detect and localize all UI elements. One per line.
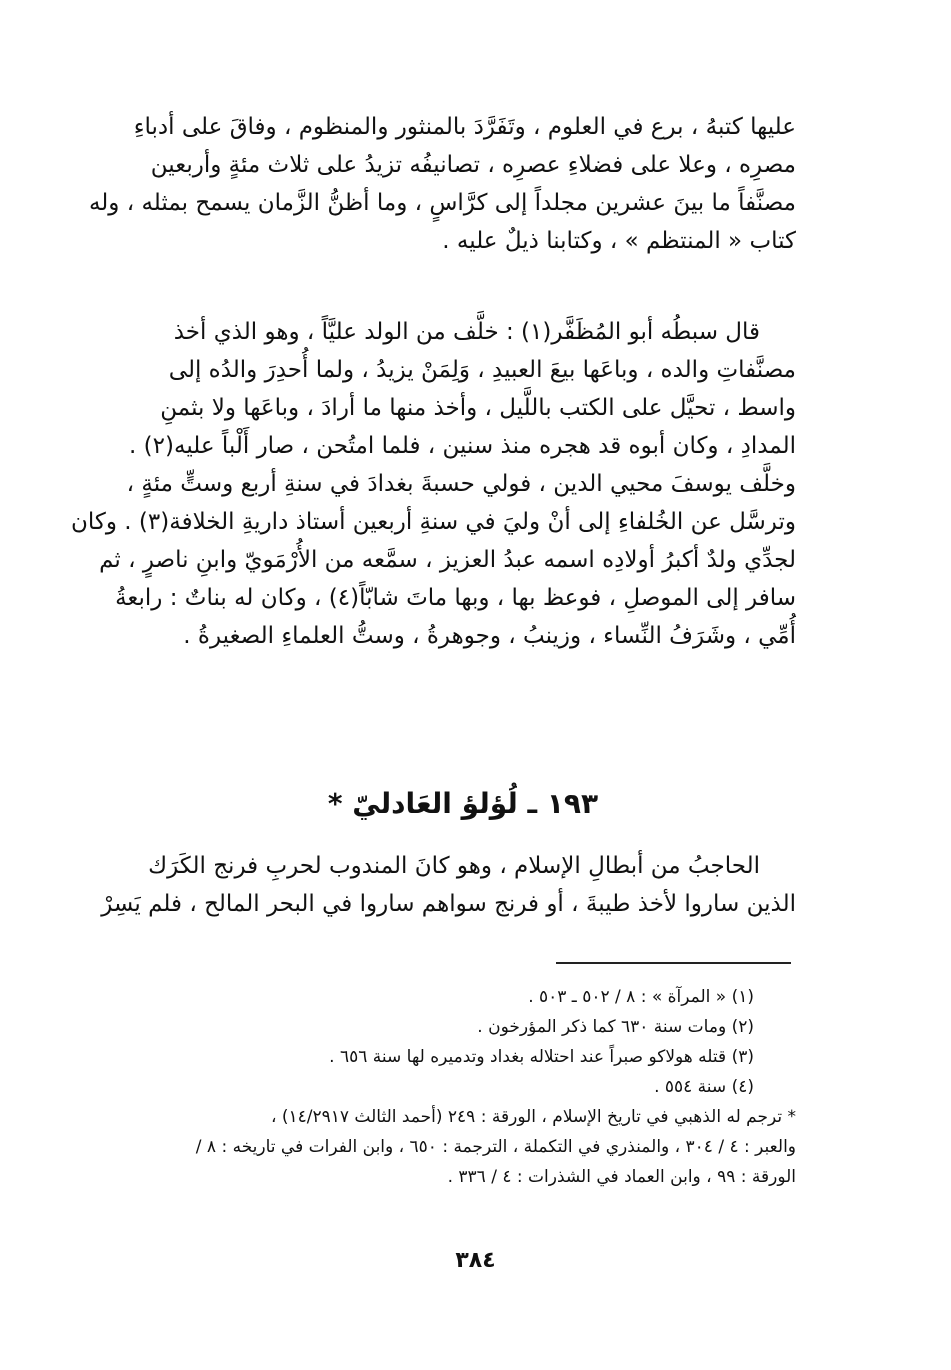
text-line: مصنَّفاً ما بينَ عشرين مجلداً إلى كرَّاسٍ ، وما أظنُّ الزَّمان يسمح بمثله ، وله xyxy=(88,190,796,216)
text-line: مصرِه ، وعلا على فضلاءِ عصرِه ، تصانيفُه تزيدُ على ثلاث مئةٍ وأربعين xyxy=(150,152,796,178)
text-line: وترسَّل عن الخُلفاءِ إلى أنْ وليَ في سنةِ أربعين أستاذ داريةِ الخلافة(٣) . وكان xyxy=(71,509,796,535)
paragraph-family xyxy=(71,313,796,655)
page-number: ٣٨٤ xyxy=(455,1248,496,1273)
text-line: الحاجبُ من أبطالِ الإسلام ، وهو كانَ المندوب لحربِ فرنج الكَرَك xyxy=(148,853,760,879)
paragraph-entry xyxy=(101,847,796,923)
biography-note-line: * ترجم له الذهبي في تاريخ الإسلام ، الورقة : ٢٤٩ (أحمد الثالث ١٤/٢٩١٧) ، xyxy=(270,1107,796,1127)
entry-heading: ١٩٣ ـ لُؤلؤ العَادليّ * xyxy=(327,787,599,820)
text-line: سافر إلى الموصلِ ، فوعظ بها ، وبها ماتَ شابّاً(٤) ، وكان له بناتٌ : رابعةُ xyxy=(115,585,796,611)
footnote: (٢) ومات سنة ٦٣٠ كما ذكر المؤرخون . xyxy=(477,1017,754,1037)
footnote: (٣) قتله هولاكو صبراً عند احتلاله بغداد وتدميره لها سنة ٦٥٦ . xyxy=(329,1047,754,1067)
footnote: (١) « المرآة » : ٨ / ٥٠٢ ـ ٥٠٣ . xyxy=(528,987,754,1007)
footnote-divider xyxy=(556,962,791,964)
text-line: وخلَّف يوسفَ محيي الدين ، فولي حسبةَ بغدادَ في سنةِ أربع وستٍّ مئةٍ ، xyxy=(126,471,796,497)
text-line: كتاب « المنتظم » ، وكتابنا ذيلٌ عليه . xyxy=(442,228,796,254)
text-line: الذين ساروا لأخذ طيبةَ ، أو فرنج سواهم ساروا في البحر المالح ، فلم يَسِرْ xyxy=(101,891,796,917)
text-line: المدادِ ، وكان أبوه قد هجره منذ سنين ، فلما امتُحن ، صار أَلْباً عليه(٢) . xyxy=(129,433,796,459)
footnotes xyxy=(130,982,796,1192)
text-line: واسط ، تحيَّل على الكتب باللَّيل ، وأخذ منها ما أرادَ ، وباعَها ولا بثمنِ xyxy=(160,395,796,421)
text-line: قال سبطُه أبو المُظَفَّر(١) : خلَّف من الولد عليَّاً ، وهو الذي أخذ xyxy=(173,319,760,345)
footnote: (٤) سنة ٥٥٤ . xyxy=(654,1077,754,1097)
text-line: عليها كتبهُ ، برع في العلوم ، وتَفَرَّدَ بالمنثور والمنظوم ، وفاقَ على أدباءِ xyxy=(133,114,796,140)
biography-note-line: الورقة : ٩٩ ، وابن العماد في الشذرات : ٤ / ٣٣٦ . xyxy=(447,1167,796,1187)
biography-note-line: والعبر : ٤ / ٣٠٤ ، والمنذري في التكملة ، الترجمة : ٦٥٠ ، وابن الفرات في تاريخه : ٨ / xyxy=(195,1137,796,1157)
text-line: أُمِّي ، وشَرَفُ النِّساء ، وزينبُ ، وجوهرةُ ، وستُّ العلماءِ الصغيرةُ . xyxy=(183,623,796,649)
text-line: لجدِّي ولدٌ أكبرُ أولادِه اسمه عبدُ العزيز ، سمَّعه من الأُرْمَويّ وابنِ ناصرٍ ، ثم xyxy=(99,547,796,573)
paragraph-top xyxy=(88,108,796,260)
text-line: مصنَّفاتِ والده ، وباعَها بيعَ العبيدِ ، وَلِمَنْ يزيدُ ، ولما أُحدِرَ والدُه إلى xyxy=(168,357,796,383)
